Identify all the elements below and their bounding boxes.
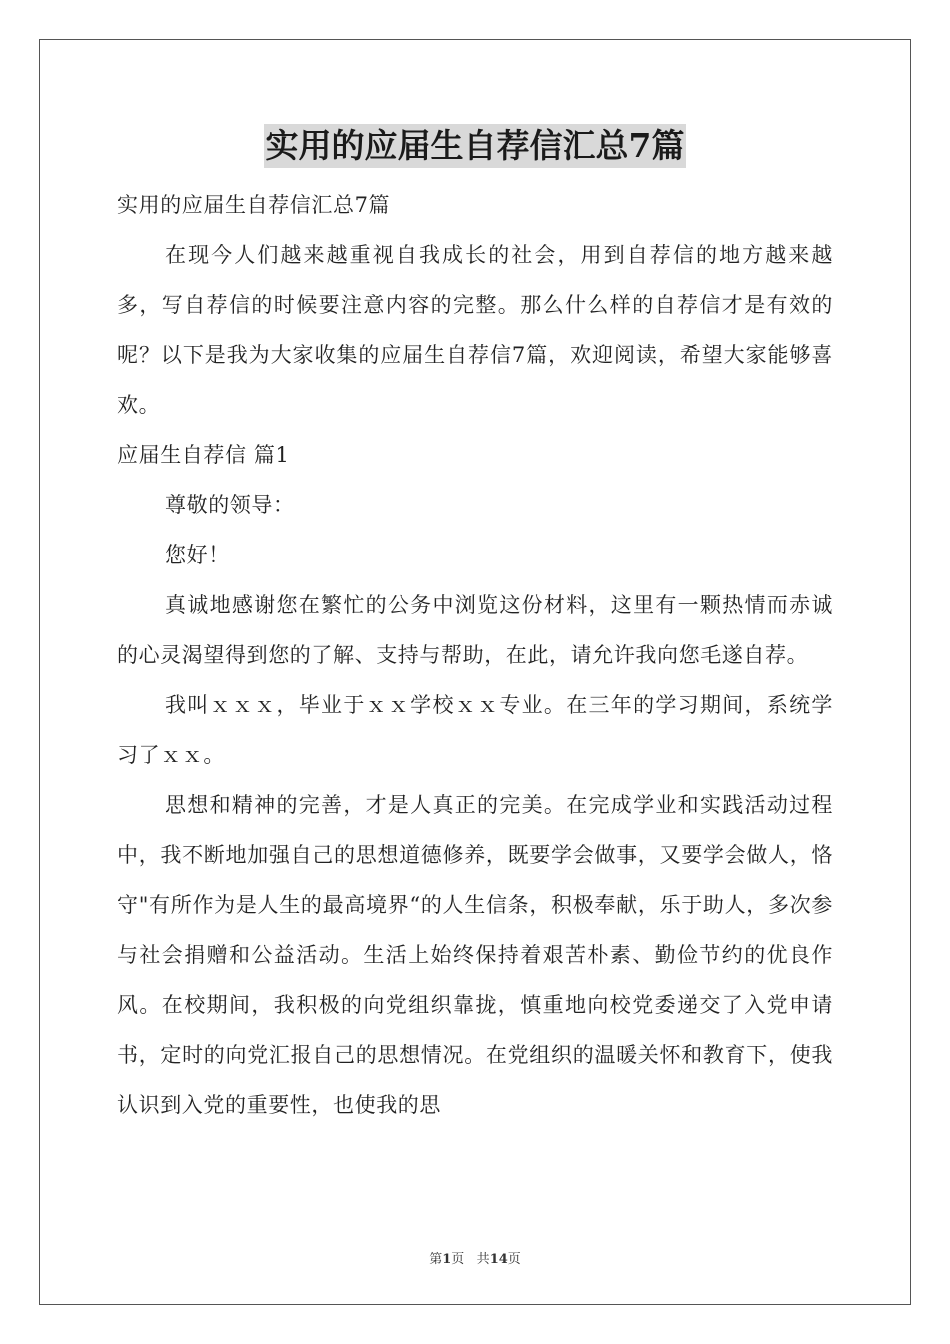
page-suffix: 页 [451,1252,465,1267]
page-footer [0,1248,950,1267]
page-number: 1 [442,1252,452,1267]
salutation: 尊敬的领导： [165,493,295,517]
body-paragraph: 真诚地感谢您在繁忙的公务中浏览这份材料，这里有一颗热情而赤诚的心灵渴望得到您的了解、支持与帮助，在此，请允许我向您毛遂自荐。 [117,593,833,667]
page-prefix: 第 [429,1252,443,1267]
intro-paragraph: 在现今人们越来越重视自我成长的社会，用到自荐信的地方越来越多，写自荐信的时候要注意内容的完整。那么什么样的自荐信才是有效的呢？以下是我为大家收集的应届生自荐信7篇，欢迎阅读，希望大家能够喜欢。 [117,243,833,417]
title-container [0,124,950,168]
total-prefix: 共 [476,1252,490,1267]
document-title: 实用的应届生自荐信汇总7篇 [264,124,687,168]
subtitle-paragraph: 实用的应届生自荐信汇总7篇 [117,193,391,217]
total-pages: 14 [489,1252,508,1267]
document-body [117,180,833,1130]
body-paragraph: 我叫ｘｘｘ，毕业于ｘｘ学校ｘｘ专业。在三年的学习期间，系统学习了ｘｘ。 [117,693,833,767]
total-suffix: 页 [507,1252,521,1267]
greeting: 您好！ [165,543,230,567]
section-heading: 应届生自荐信 篇1 [117,443,290,467]
body-paragraph: 思想和精神的完善，才是人真正的完美。在完成学业和实践活动过程中，我不断地加强自己的思想道德修养，既要学会做事，又要学会做人，恪守"有所作为是人生的最高境界“的人生信条，积极奉献，乐于助人，多次参与社会捐赠和公益活动。生活上始终保持着艰苦朴素、勤俭节约的优良作风。在校期间，我积极的向党组织靠拢，慎重地向校党委递交了入党申请书，定时的向党汇报自己的思想情况。在党组织的温暖关怀和教育下，使我认识到入党的重要性，也使我的思 [117,793,833,1117]
